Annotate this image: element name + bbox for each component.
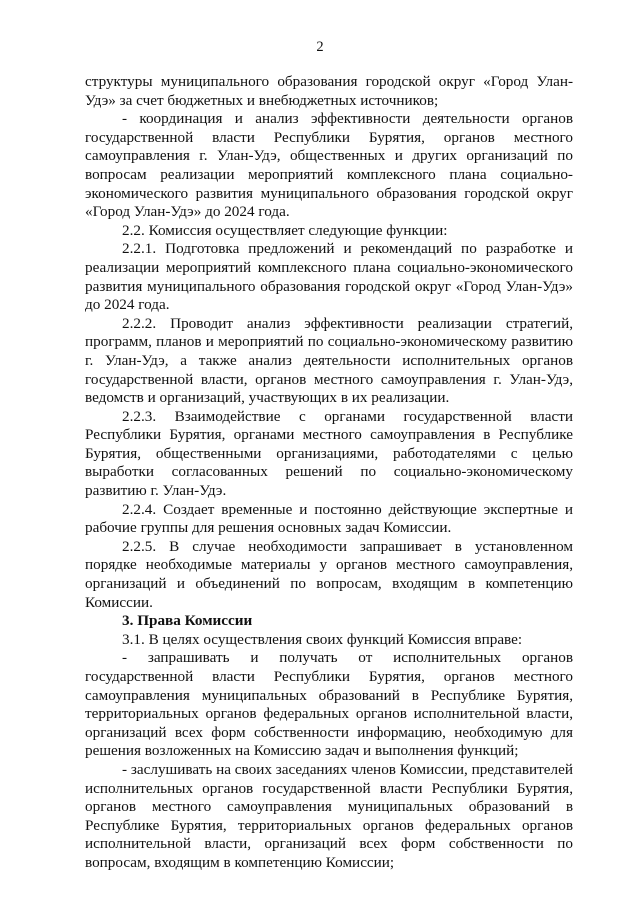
paragraph-2-2-2: 2.2.2. Проводит анализ эффективности реализации стратегий, программ, планов и мероприятий по социально-экономическому развитию г. Улан-Удэ, а также анализ деятельности исполнительных органов государственной власти, органов местного самоуправления г. Улан-Удэ, ведомств и организаций, участвующих в их реализации. bbox=[85, 314, 573, 407]
paragraph-2-2: 2.2. Комиссия осуществляет следующие функции: bbox=[122, 221, 448, 239]
section-heading: 3. Права Комиссии bbox=[122, 612, 253, 630]
paragraph-2-2-3: 2.2.3. Взаимодействие с органами государственной власти Республики Бурятия, органами местного самоуправления в Республике Бурятия, общественными организациями, работодателями с целью выработки согласованных решений по социально-экономическому развитию г. Улан-Удэ. bbox=[85, 407, 573, 500]
paragraph-coordination: - координация и анализ эффективности деятельности органов государственной власти Республики Бурятия, органов местного самоуправления г. Улан-Удэ, общественных и других организаций по вопросам реализации мероприятий комплексного плана социально-экономического развития муниципального образования городской округ «Город Улан-Удэ» до 2024 года. bbox=[85, 110, 573, 221]
paragraph-hear-members: - заслушивать на своих заседаниях членов Комиссии, представителей исполнительных органов государственной власти Республики Бурятия, органов местного самоуправления муниципальных образований в Республике Бурятия, территориальных органов федеральных органов исполнительной власти, организаций всех форм собственности по вопросам, входящим в компетенцию Комиссии; bbox=[85, 760, 573, 871]
page-number: 2 bbox=[316, 39, 324, 55]
document-body bbox=[85, 73, 573, 873]
paragraph-continuation: структуры муниципального образования городской округ «Город Улан-Удэ» за счет бюджетных и внебюджетных источников; bbox=[85, 73, 573, 109]
paragraph-3-1: 3.1. В целях осуществления своих функций Комиссия вправе: bbox=[122, 630, 523, 648]
paragraph-request-info: - запрашивать и получать от исполнительных органов государственной власти Республики Бурятия, органов местного самоуправления муниципальных образований в Республике Бурятия, территориальных органов федеральных органов исполнительной власти, организаций всех форм собственности информацию, необходимую для решения возложенных на Комиссию задач и выполнения функций; bbox=[85, 649, 573, 760]
paragraph-2-2-5: 2.2.5. В случае необходимости запрашивает в установленном порядке необходимые материалы у органов местного самоуправления, организаций и объединений по вопросам, входящим в компетенцию Комиссии. bbox=[85, 537, 573, 611]
paragraph-2-2-4: 2.2.4. Создает временные и постоянно действующие экспертные и рабочие группы для решения основных задач Комиссии. bbox=[85, 500, 573, 537]
paragraph-2-2-1: 2.2.1. Подготовка предложений и рекомендаций по разработке и реализации мероприятий комплексного плана социально-экономического развития муниципального образования городской округ «Город Улан-Удэ» до 2024 года. bbox=[85, 240, 573, 314]
